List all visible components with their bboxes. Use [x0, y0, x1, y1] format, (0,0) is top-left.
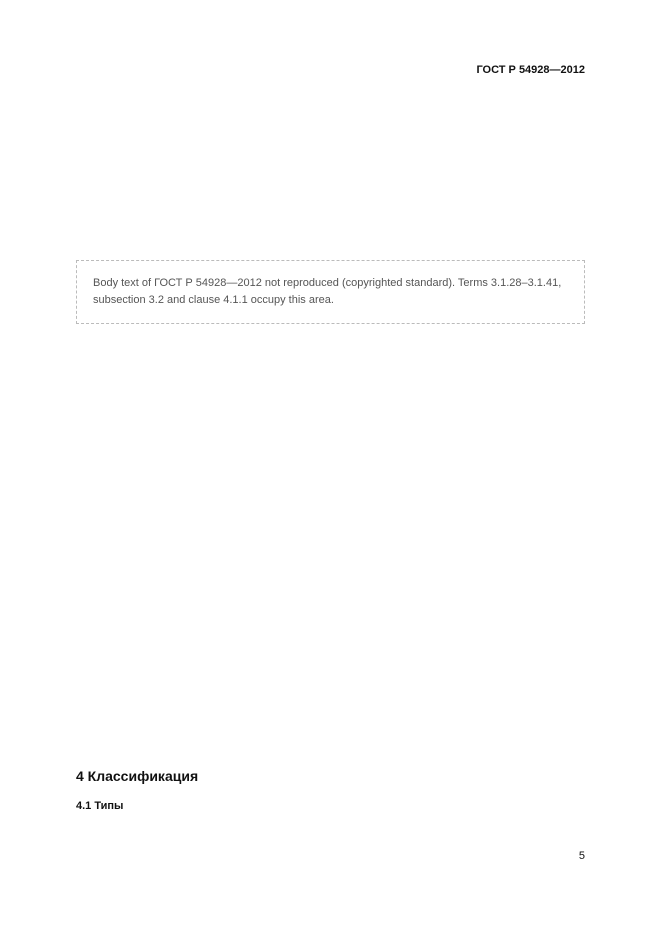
omitted-body-placeholder: Body text of ГОСТ Р 54928—2012 not reproduced (copyrighted standard). Terms 3.1.28–3.1.41, subsection 3.2 and clause 4.1.1 occupy this area. — [76, 260, 585, 324]
page-number: 5 — [578, 850, 585, 862]
section-heading: 4 Классификация — [76, 768, 199, 784]
subsection-heading: 4.1 Типы — [76, 800, 124, 812]
document-header: ГОСТ Р 54928—2012 — [476, 64, 585, 76]
